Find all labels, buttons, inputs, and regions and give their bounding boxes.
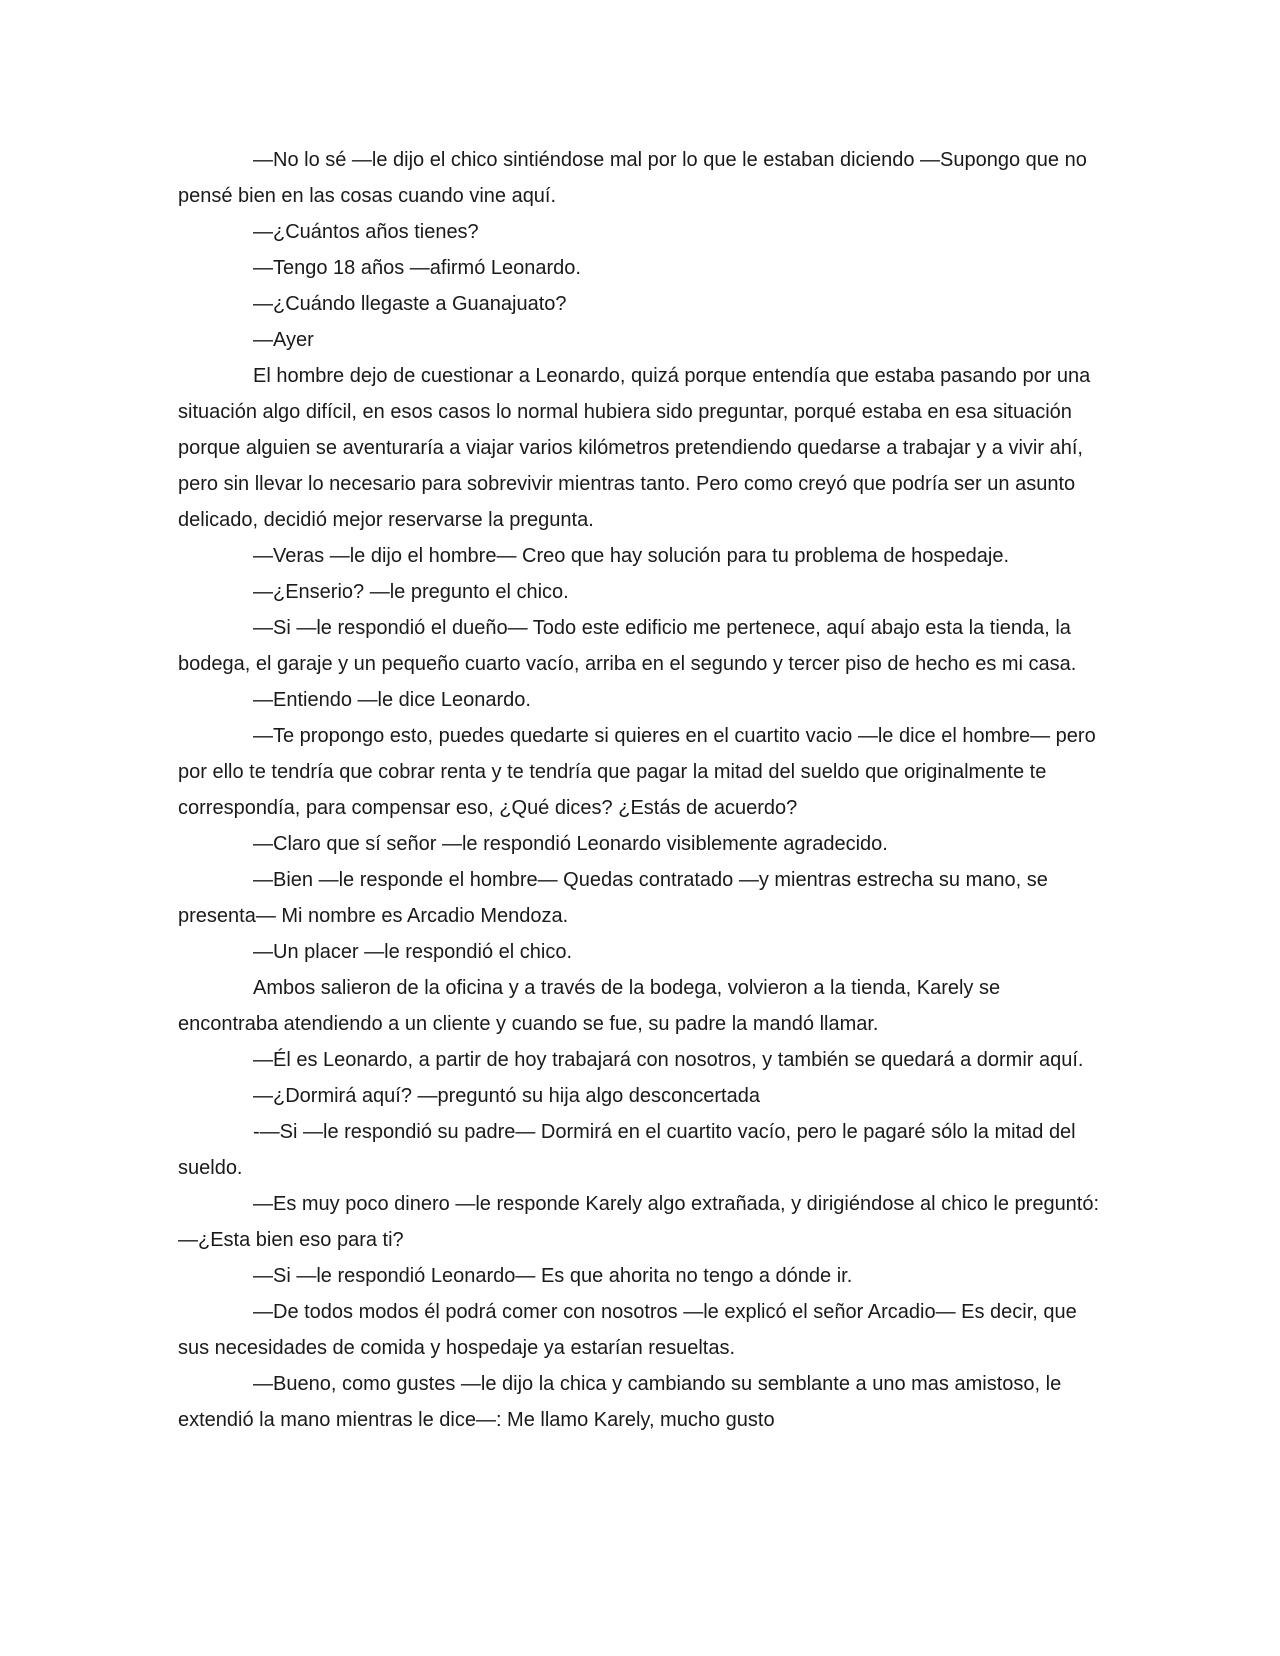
paragraph: —Un placer —le respondió el chico. bbox=[253, 941, 573, 963]
paragraph: —De todos modos él podrá comer con nosotros —le explicó el señor Arcadio— Es decir, que sus necesidades de comida y hospedaje ya estarían resueltas. bbox=[178, 1301, 1077, 1359]
paragraph: —¿Cuándo llegaste a Guanajuato? bbox=[253, 293, 567, 315]
document-body bbox=[178, 142, 1103, 1438]
paragraph: El hombre dejo de cuestionar a Leonardo, quizá porque entendía que estaba pasando por una situación algo difícil, en esos casos lo normal hubiera sido preguntar, porqué estaba en esa situación porque alguien se aventuraría a viajar varios kilómetros pretendiendo quedarse a trabajar y a vivir ahí, pero sin llevar lo necesario para sobrevivir mientras tanto. Pero como creyó que podría ser un asunto delicado, decidió mejor reservarse la pregunta. bbox=[178, 365, 1091, 531]
paragraph: —Bueno, como gustes —le dijo la chica y cambiando su semblante a uno mas amistoso, le extendió la mano mientras le dice—: Me llamo Karely, mucho gusto bbox=[178, 1373, 1062, 1431]
paragraph: —Es muy poco dinero —le responde Karely algo extrañada, y dirigiéndose al chico le preguntó: —¿Esta bien eso para ti? bbox=[178, 1193, 1100, 1251]
paragraph: —Si —le respondió Leonardo— Es que ahorita no tengo a dónde ir. bbox=[253, 1265, 853, 1287]
paragraph: Ambos salieron de la oficina y a través de la bodega, volvieron a la tienda, Karely se encontraba atendiendo a un cliente y cuando se fue, su padre la mandó llamar. bbox=[178, 977, 1001, 1035]
paragraph: —Bien —le responde el hombre— Quedas contratado —y mientras estrecha su mano, se presenta— Mi nombre es Arcadio Mendoza. bbox=[178, 869, 1048, 927]
paragraph: —No lo sé —le dijo el chico sintiéndose mal por lo que le estaban diciendo —Supongo que no pensé bien en las cosas cuando vine aquí. bbox=[178, 149, 1087, 207]
paragraph: —Si —le respondió el dueño— Todo este edificio me pertenece, aquí abajo esta la tienda, la bodega, el garaje y un pequeño cuarto vacío, arriba en el segundo y tercer piso de hecho es mi casa. bbox=[178, 617, 1077, 675]
paragraph: -—Si —le respondió su padre— Dormirá en el cuartito vacío, pero le pagaré sólo la mitad del sueldo. bbox=[178, 1121, 1076, 1179]
paragraph: —Te propongo esto, puedes quedarte si quieres en el cuartito vacio —le dice el hombre— pero por ello te tendría que cobrar renta y te tendría que pagar la mitad del sueldo que originalmente te correspondía, para compensar eso, ¿Qué dices? ¿Estás de acuerdo? bbox=[178, 725, 1096, 819]
paragraph: —Entiendo —le dice Leonardo. bbox=[253, 689, 531, 711]
paragraph: —Veras —le dijo el hombre— Creo que hay solución para tu problema de hospedaje. bbox=[253, 545, 1009, 567]
paragraph: —Ayer bbox=[253, 329, 314, 351]
paragraph: —Tengo 18 años —afirmó Leonardo. bbox=[253, 257, 581, 279]
paragraph: —¿Dormirá aquí? —preguntó su hija algo desconcertada bbox=[253, 1085, 760, 1107]
paragraph: —Él es Leonardo, a partir de hoy trabajará con nosotros, y también se quedará a dormir aquí. bbox=[253, 1049, 1084, 1071]
paragraph: —¿Cuántos años tienes? bbox=[253, 221, 479, 243]
paragraph: —Claro que sí señor —le respondió Leonardo visiblemente agradecido. bbox=[253, 833, 888, 855]
paragraph: —¿Enserio? —le pregunto el chico. bbox=[253, 581, 569, 603]
